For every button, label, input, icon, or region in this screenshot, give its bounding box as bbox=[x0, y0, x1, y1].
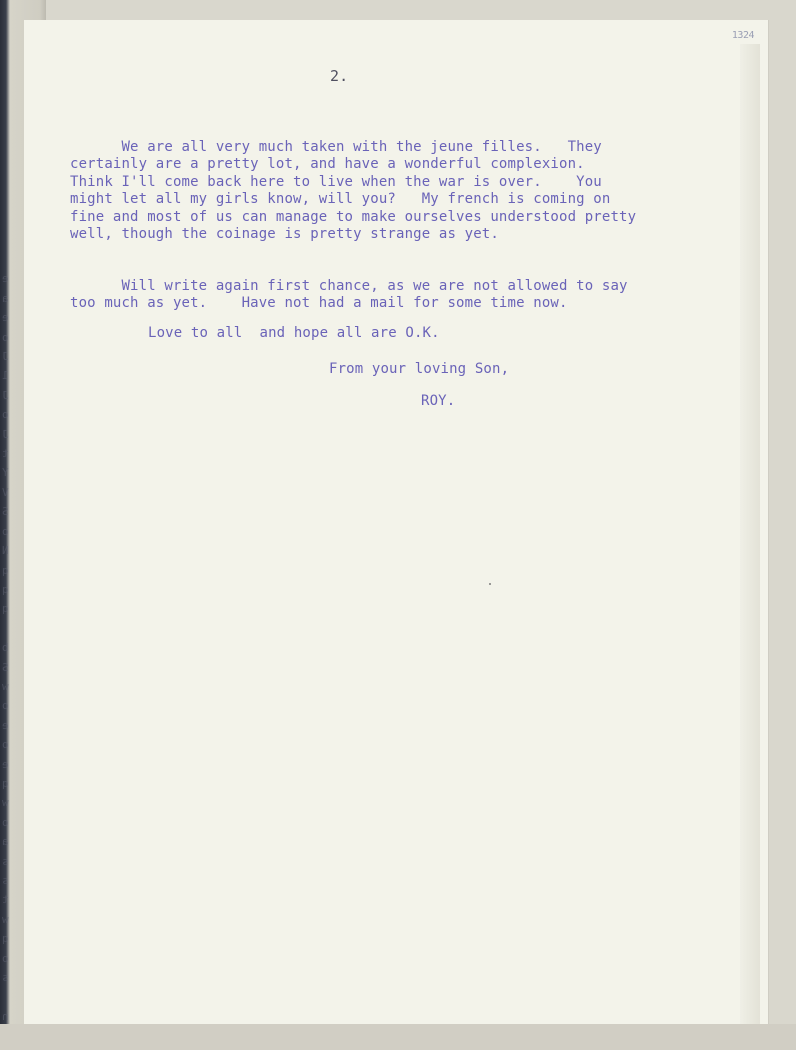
valediction: From your loving Son, bbox=[329, 361, 510, 377]
page-edge-shade bbox=[740, 44, 760, 1044]
letter-page bbox=[24, 20, 768, 1024]
closing-line: Love to all and hope all are O.K. bbox=[148, 325, 440, 341]
letter-paragraph-2: Will write again first chance, as we are not allowed to say too much as yet. Have not had a mail for some time now. bbox=[70, 278, 628, 312]
show-through-text: e a e o J 1 J o J t Y V S o N q q q b S w o e o e q w o a s s t w q o s n bbox=[2, 272, 9, 1023]
paper-speck bbox=[489, 583, 491, 585]
letter-paragraph-1: We are all very much taken with the jeune filles. They certainly are a pretty lot, and have a wonderful complexion. Think I'll come back here to live when the war is over. You might let all my girls know, will you? My french is coming on fine and most of us can manage to make ourselves understood pretty well, though the coinage is pretty strange as yet. bbox=[70, 139, 637, 243]
page-number: 2. bbox=[330, 67, 349, 85]
signature: ROY. bbox=[421, 393, 456, 409]
scan-background bbox=[0, 1024, 796, 1050]
archive-folio-number: 1324 bbox=[731, 30, 754, 41]
